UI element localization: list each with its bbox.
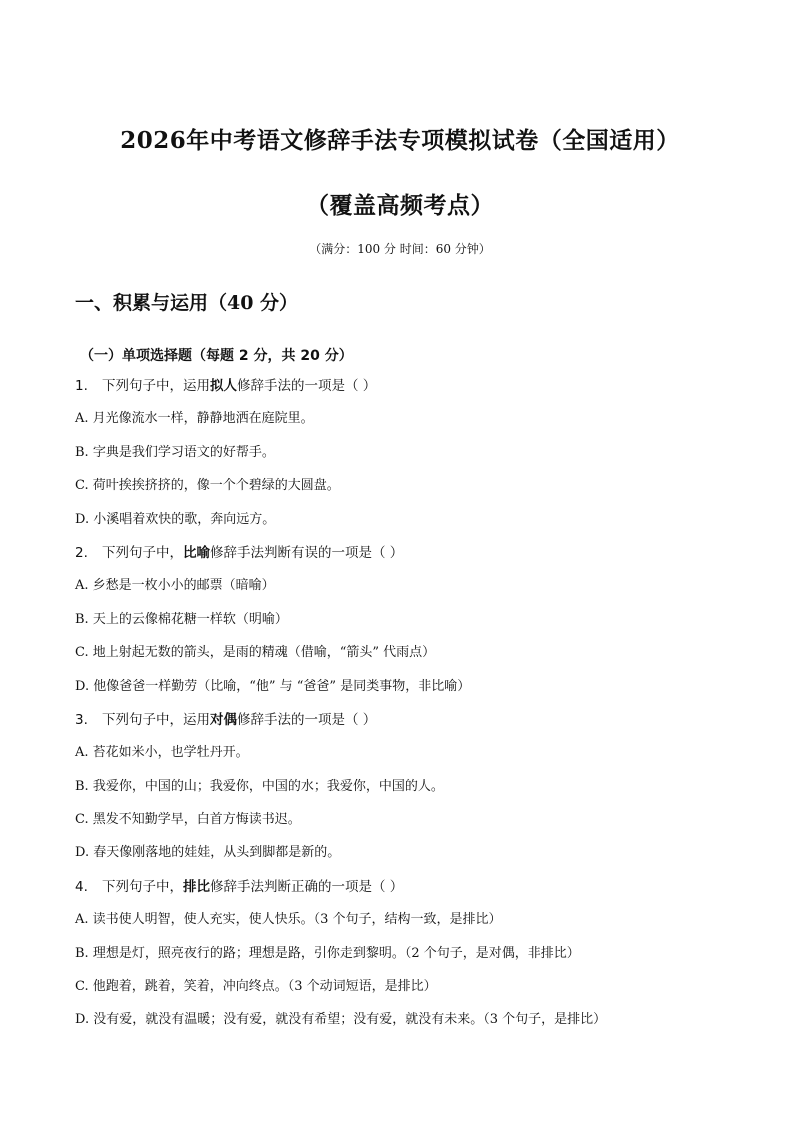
question-text: 修辞手法判断有误的一项是（ ） (210, 544, 404, 561)
option-a: A. 乡愁是一枚小小的邮票（暗喻） (75, 578, 275, 594)
page-subtitle: （覆盖高频考点） (306, 192, 494, 219)
option-c: C. 他跑着，跳着，笑着，冲向终点。（3 个动词短语，是排比） (75, 979, 437, 995)
option-a: A. 读书使人明智，使人充实，使人快乐。（3 个句子，结构一致，是排比） (75, 912, 502, 928)
question-keyword: 比喻 (183, 544, 210, 561)
question-stem (75, 376, 735, 409)
question-text: 下列句子中，运用 (102, 378, 210, 394)
exam-meta: （满分：100 分 时间：60 分钟） (309, 242, 491, 256)
option-b: B. 天上的云像棉花糖一样软（明喻） (75, 611, 288, 627)
option-c: C. 荷叶挨挨挤挤的，像一个个碧绿的大圆盘。 (75, 478, 340, 494)
question-number: 2. (75, 544, 88, 561)
question-keyword: 拟人 (210, 378, 237, 394)
option-c: C. 地上射起无数的箭头，是雨的精魂（借喻，“箭头” 代雨点） (75, 645, 436, 661)
question-stem (75, 710, 735, 743)
subsection-heading: （一）单项选择题（每题 2 分，共 20 分） (80, 348, 353, 364)
question-number: 4. (75, 878, 88, 895)
option-a: A. 苔花如米小，也学牡丹开。 (75, 745, 249, 761)
option-d: D. 小溪唱着欢快的歌，奔向远方。 (75, 511, 276, 527)
page-title: 2026年中考语文修辞手法专项模拟试卷（全国适用） (120, 127, 680, 154)
question-text: 修辞手法的一项是（ ） (237, 378, 377, 394)
option-b: B. 我爱你，中国的山；我爱你，中国的水；我爱你，中国的人。 (75, 778, 444, 794)
option-b: B. 理想是灯，照亮夜行的路；理想是路，引你走到黎明。（2 个句子，是对偶，非排比） (75, 945, 580, 961)
option-c: C. 黑发不知勤学早，白首方悔读书迟。 (75, 812, 301, 828)
question-text: 下列句子中，运用 (102, 711, 210, 728)
question-keyword: 对偶 (210, 711, 237, 728)
question-stem (75, 543, 735, 576)
question-text: 修辞手法的一项是（ ） (237, 711, 377, 728)
option-b: B. 字典是我们学习语文的好帮手。 (75, 444, 275, 460)
question-text: 下列句子中， (102, 878, 183, 895)
question-list (75, 376, 735, 1044)
option-a: A. 月光像流水一样，静静地洒在庭院里。 (75, 411, 314, 427)
question-number: 1. (75, 378, 88, 394)
option-d: D. 没有爱，就没有温暖；没有爱，就没有希望；没有爱，就没有未来。（3 个句子，是排比） (75, 1012, 607, 1028)
question-stem (75, 877, 735, 910)
option-d: D. 他像爸爸一样勤劳（比喻，“他” 与 “爸爸” 是同类事物，非比喻） (75, 678, 471, 694)
question-text: 修辞手法判断正确的一项是（ ） (210, 878, 404, 895)
section-heading: 一、积累与运用（40 分） (75, 292, 299, 314)
question-keyword: 排比 (183, 878, 210, 895)
option-d: D. 春天像刚落地的娃娃，从头到脚都是新的。 (75, 845, 341, 861)
question-text: 下列句子中， (102, 544, 183, 561)
question-number: 3. (75, 711, 88, 728)
